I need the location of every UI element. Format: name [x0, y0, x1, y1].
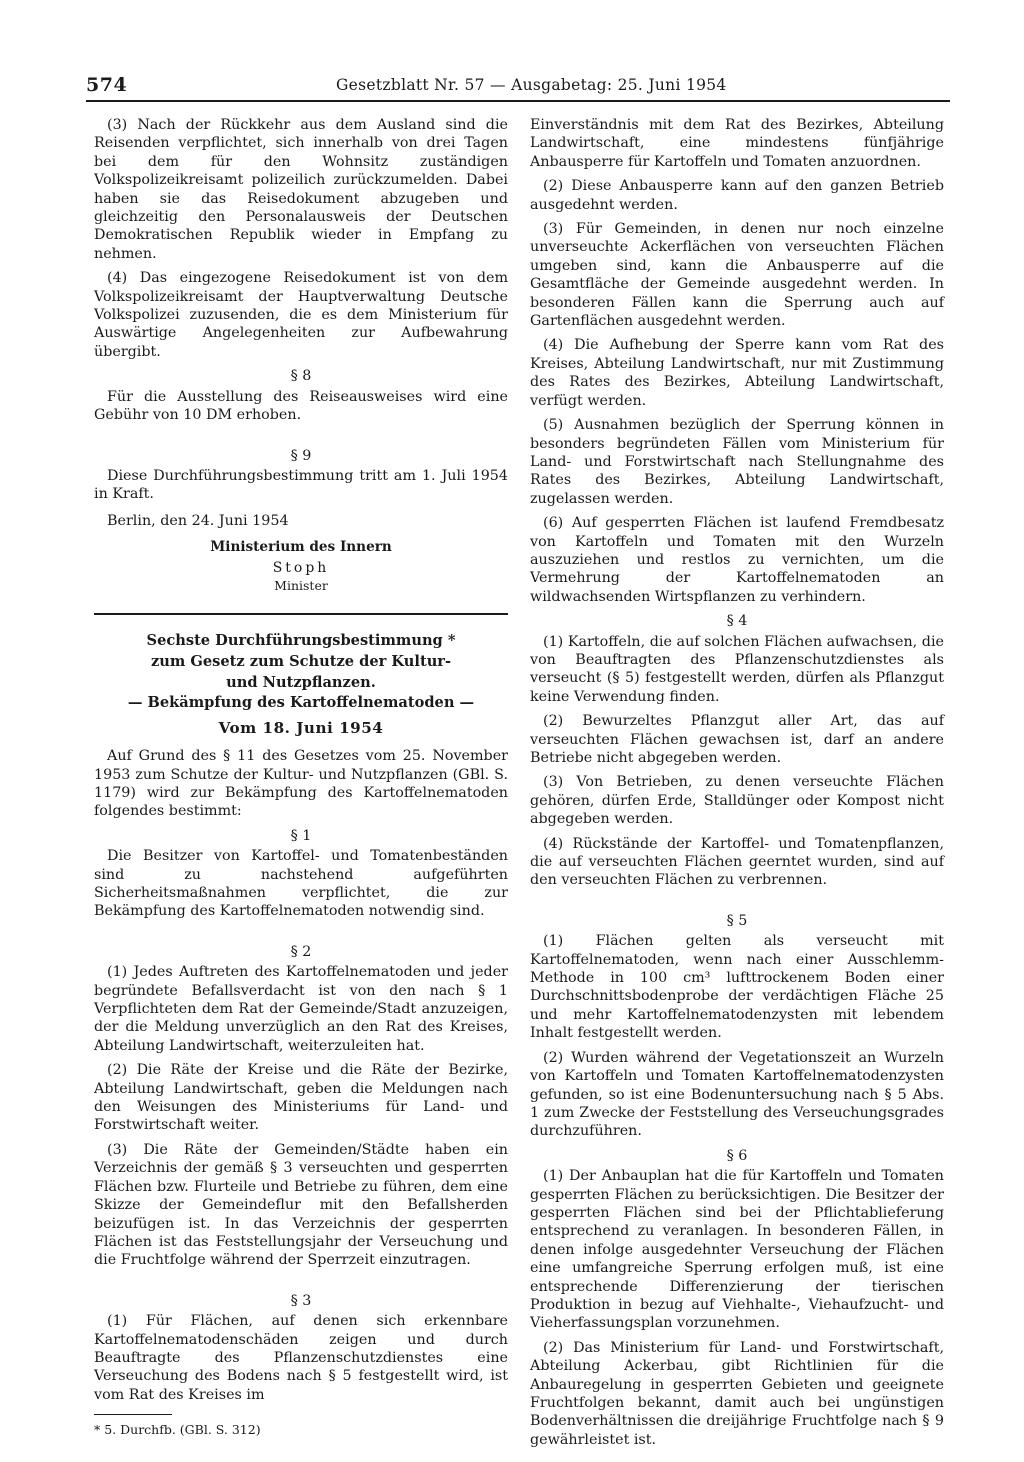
section-heading: § 5 [726, 912, 748, 929]
paragraph: Auf Grund des § 11 des Gesetzes vom 25. November 1953 zum Schutze der Kultur- und Nutzpflanzen (GBl. S. 1179) wird zur Bekämpfung des Kartoffelnematoden folgendes bestimmt: [94, 748, 508, 820]
paragraph: (2) Die Räte der Kreise und die Räte der Bezirke, Abteilung Landwirtschaft, geben die Meldungen nach den Weisungen des Ministeriums für Land- und Forstwirtschaft weiter. [94, 1062, 508, 1134]
paragraph: Für die Ausstellung des Reiseausweises wird eine Gebühr von 10 DM erhoben. [94, 388, 508, 424]
paragraph: (4) Das eingezogene Reisedokument ist von dem Volkspolizeikreisamt der Hauptverwaltung Deutsche Volkspolizei zuzusenden, die es dem Ministerium für Auswärtige Angelegenheiten zur Aufbewahrung übergibt. [94, 270, 508, 360]
page-header [86, 74, 950, 102]
footnote-rule [94, 1414, 172, 1415]
spacer [530, 896, 944, 906]
paragraph: (2) Bewurzeltes Pflanzgut aller Art, das auf verseuchten Flächen gewachsen ist, darf an andere Betriebe nicht abgegeben werden. [530, 713, 944, 766]
right-column [530, 116, 944, 1455]
signer-name: Stoph [272, 559, 330, 576]
paragraph: (1) Jedes Auftreten des Kartoffelnematoden und jeder begründete Befallsverdacht ist von den nach § 1 Verpflichteten dem Rat der Gemeinde/Stadt anzuzeigen, der die Meldung unverzüglich an den Rat des Kreises, Abteilung Landwirtschaft, weiterzuleiten hat. [94, 964, 508, 1054]
paragraph: Diese Durchführungsbestimmung tritt am 1. Juli 1954 in Kraft. [94, 467, 508, 503]
paragraph: (3) Von Betrieben, zu denen verseuchte Flächen gehören, dürfen Erde, Stalldünger oder Kompost nicht abgegeben werden. [530, 774, 944, 828]
section-heading: § 6 [726, 1147, 748, 1164]
paragraph: (3) Für Gemeinden, in denen nur noch einzelne unverseuchte Ackerflächen von verseuchten Flächen umgeben sind, kann die Anbausperre auf die Gesamtfläche der Gemeinde ausgedehnt werden. In besonderen Fällen kann die Sperrung auch auf Gartenflächen ausgedehnt werden. [530, 221, 944, 330]
paragraph: Die Besitzer von Kartoffel- und Tomatenbeständen sind zu nachstehend aufgeführten Sicherheitsmaßnahmen verpflichtet, die zur Bekämpfung des Kartoffelnematoden notwendig sind. [94, 848, 508, 920]
paragraph: (5) Ausnahmen bezüglich der Sperrung können in besonders begründeten Fällen vom Ministerium für Land- und Forstwirtschaft nach Stellungnahme des Rates des Bezirkes, Abteilung Landwirtschaft, zugelassen werden. [530, 417, 944, 507]
spacer [94, 1276, 508, 1286]
paragraph: (2) Das Ministerium für Land- und Forstwirtschaft, Abteilung Ackerbau, gibt Richtlinien für die Anbauregelung in gesperrten Gebieten und geeignete Fruchtfolgen bekannt, damit auch bei ungünstigen Bodenverhältnissen die dreijährige Fruchtfolge nach § 9 gewährleistet ist. [530, 1339, 944, 1448]
section-heading: § 2 [290, 943, 312, 960]
paragraph: (3) Die Räte der Gemeinden/Städte haben ein Verzeichnis der gemäß § 3 verseuchten und gesperrten Flächen bzw. Flurteile und Betriebe zu führen, dem eine Skizze der Gemeindeflur mit den Befallsherden beizufügen ist. In das Verzeichnis der gesperrten Flächen ist das Feststellungsjahr der Verseuchung und die Fruchtfolge während der Sperrzeit einzutragen. [94, 1141, 508, 1269]
paragraph: (2) Diese Anbausperre kann auf den ganzen Betrieb ausgedehnt werden. [530, 178, 944, 213]
spacer [94, 927, 508, 937]
paragraph: (4) Die Aufhebung der Sperre kann vom Rat des Kreises, Abteilung Landwirtschaft, nur mit Zustimmung des Rates des Bezirkes, Abteilung Landwirtschaft, verfügt werden. [530, 337, 944, 409]
regulation-title-line: Sechste Durchführungsbestimmung * [146, 632, 456, 650]
section-heading: § 4 [726, 613, 748, 630]
section-heading: § 8 [290, 368, 312, 385]
paragraph: Einverständnis mit dem Rat des Bezirkes, Abteilung Landwirtschaft, eine mindestens fünfjährige Anbausperre für Kartoffeln und Tomaten anzuordnen. [530, 117, 944, 170]
paragraph: (3) Nach der Rückkehr aus dem Ausland sind die Reisenden verpflichtet, sich innerhalb von drei Tagen bei dem für den Wohnsitz zuständigen Volkspolizeikreisamt polizeilich zurückzumelden. Dabei haben sie das Reisedokument abzugeben und gleichzeitig den Personalausweis der Deutschen Demokratischen Republik wieder in Empfang zu nehmen. [94, 117, 508, 262]
footnote: * 5. Durchfb. (GBl. S. 312) [94, 1422, 261, 1438]
paragraph: (1) Kartoffeln, die auf solchen Flächen aufwachsen, die von Beauftragten des Pflanzenschutzdienstes als verseucht (§ 5) festgestellt werden, dürfen als Pflanzgut keine Verwendung finden. [530, 633, 944, 705]
regulation-title-line: zum Gesetz zum Schutze der Kultur- [150, 653, 452, 671]
paragraph: (2) Wurden während der Vegetationszeit an Wurzeln von Kartoffeln und Tomaten Kartoffelnematodenzysten gefunden, so ist eine Bodenuntersuchung nach § 5 Abs. 1 zum Zwecke der Feststellung des Verseuchungsgrades durchzuführen. [530, 1049, 944, 1140]
regulation-subtitle: — Bekämpfung des Kartoffelnematoden — [127, 694, 475, 712]
paragraph: (1) Flächen gelten als verseucht mit Kartoffelnematoden, wenn nach einer Ausschlemm-Methode in 100 cm³ lufttrockenem Boden einer Durchschnittsbodenprobe der verdächtigen Fläche 25 und mehr Kartoffelnematodenzysten mit lebendem Inhalt festgestellt werden. [530, 933, 944, 1042]
place-date: Berlin, den 24. Juni 1954 [107, 512, 289, 529]
page-number: 574 [86, 74, 128, 96]
section-heading: § 3 [290, 1292, 312, 1309]
spacer [94, 431, 508, 441]
section-heading: § 9 [290, 447, 312, 464]
section-heading: § 1 [290, 827, 312, 844]
left-column [94, 116, 508, 1440]
paragraph: (4) Rückstände der Kartoffel- und Tomatenpflanzen, die auf verseuchten Flächen geerntet wurden, sind auf den verseuchten Flächen zu verbrennen. [530, 835, 944, 889]
regulation-date: Vom 18. Juni 1954 [218, 718, 384, 737]
regulation-title-line: und Nutzpflanzen. [226, 674, 376, 692]
separator-rule [94, 613, 508, 615]
signer-role: Minister [274, 577, 328, 593]
paragraph: (1) Für Flächen, auf denen sich erkennbare Kartoffelnematodenschäden zeigen und durch Beauftragte des Pflanzenschutzdienstes eine Verseuchung des Bodens nach § 5 festgestellt wird, ist vom Rat des Kreises im [94, 1313, 508, 1403]
ministry-name: Ministerium des Innern [210, 539, 392, 556]
paragraph: (1) Der Anbauplan hat die für Kartoffeln und Tomaten gesperrten Flächen zu berücksichtigen. Die Besitzer der gesperrten Flächen sind bei der Pflichtablieferung entsprechend zu veranlagen. In besonderen Fällen, in denen infolge ausgedehnter Verseuchung der Flächen eine umfangreiche Sperrung erfolgen muß, ist eine entsprechende Differenzierung der tierischen Produktion in bezug auf Viehhalte-, Viehaufzucht- und Vieherfassungsplan vorzunehmen. [530, 1168, 944, 1332]
paragraph: (6) Auf gesperrten Flächen ist laufend Fremdbesatz von Kartoffeln und Tomaten mit den Wurzeln auszuziehen und restlos zu vernichten, um die Vermehrung der Kartoffelnematoden an wildwachsenden Wirtspflanzen zu verhindern. [530, 515, 944, 605]
running-title: Gesetzblatt Nr. 57 — Ausgabetag: 25. Juni 1954 [336, 76, 727, 94]
